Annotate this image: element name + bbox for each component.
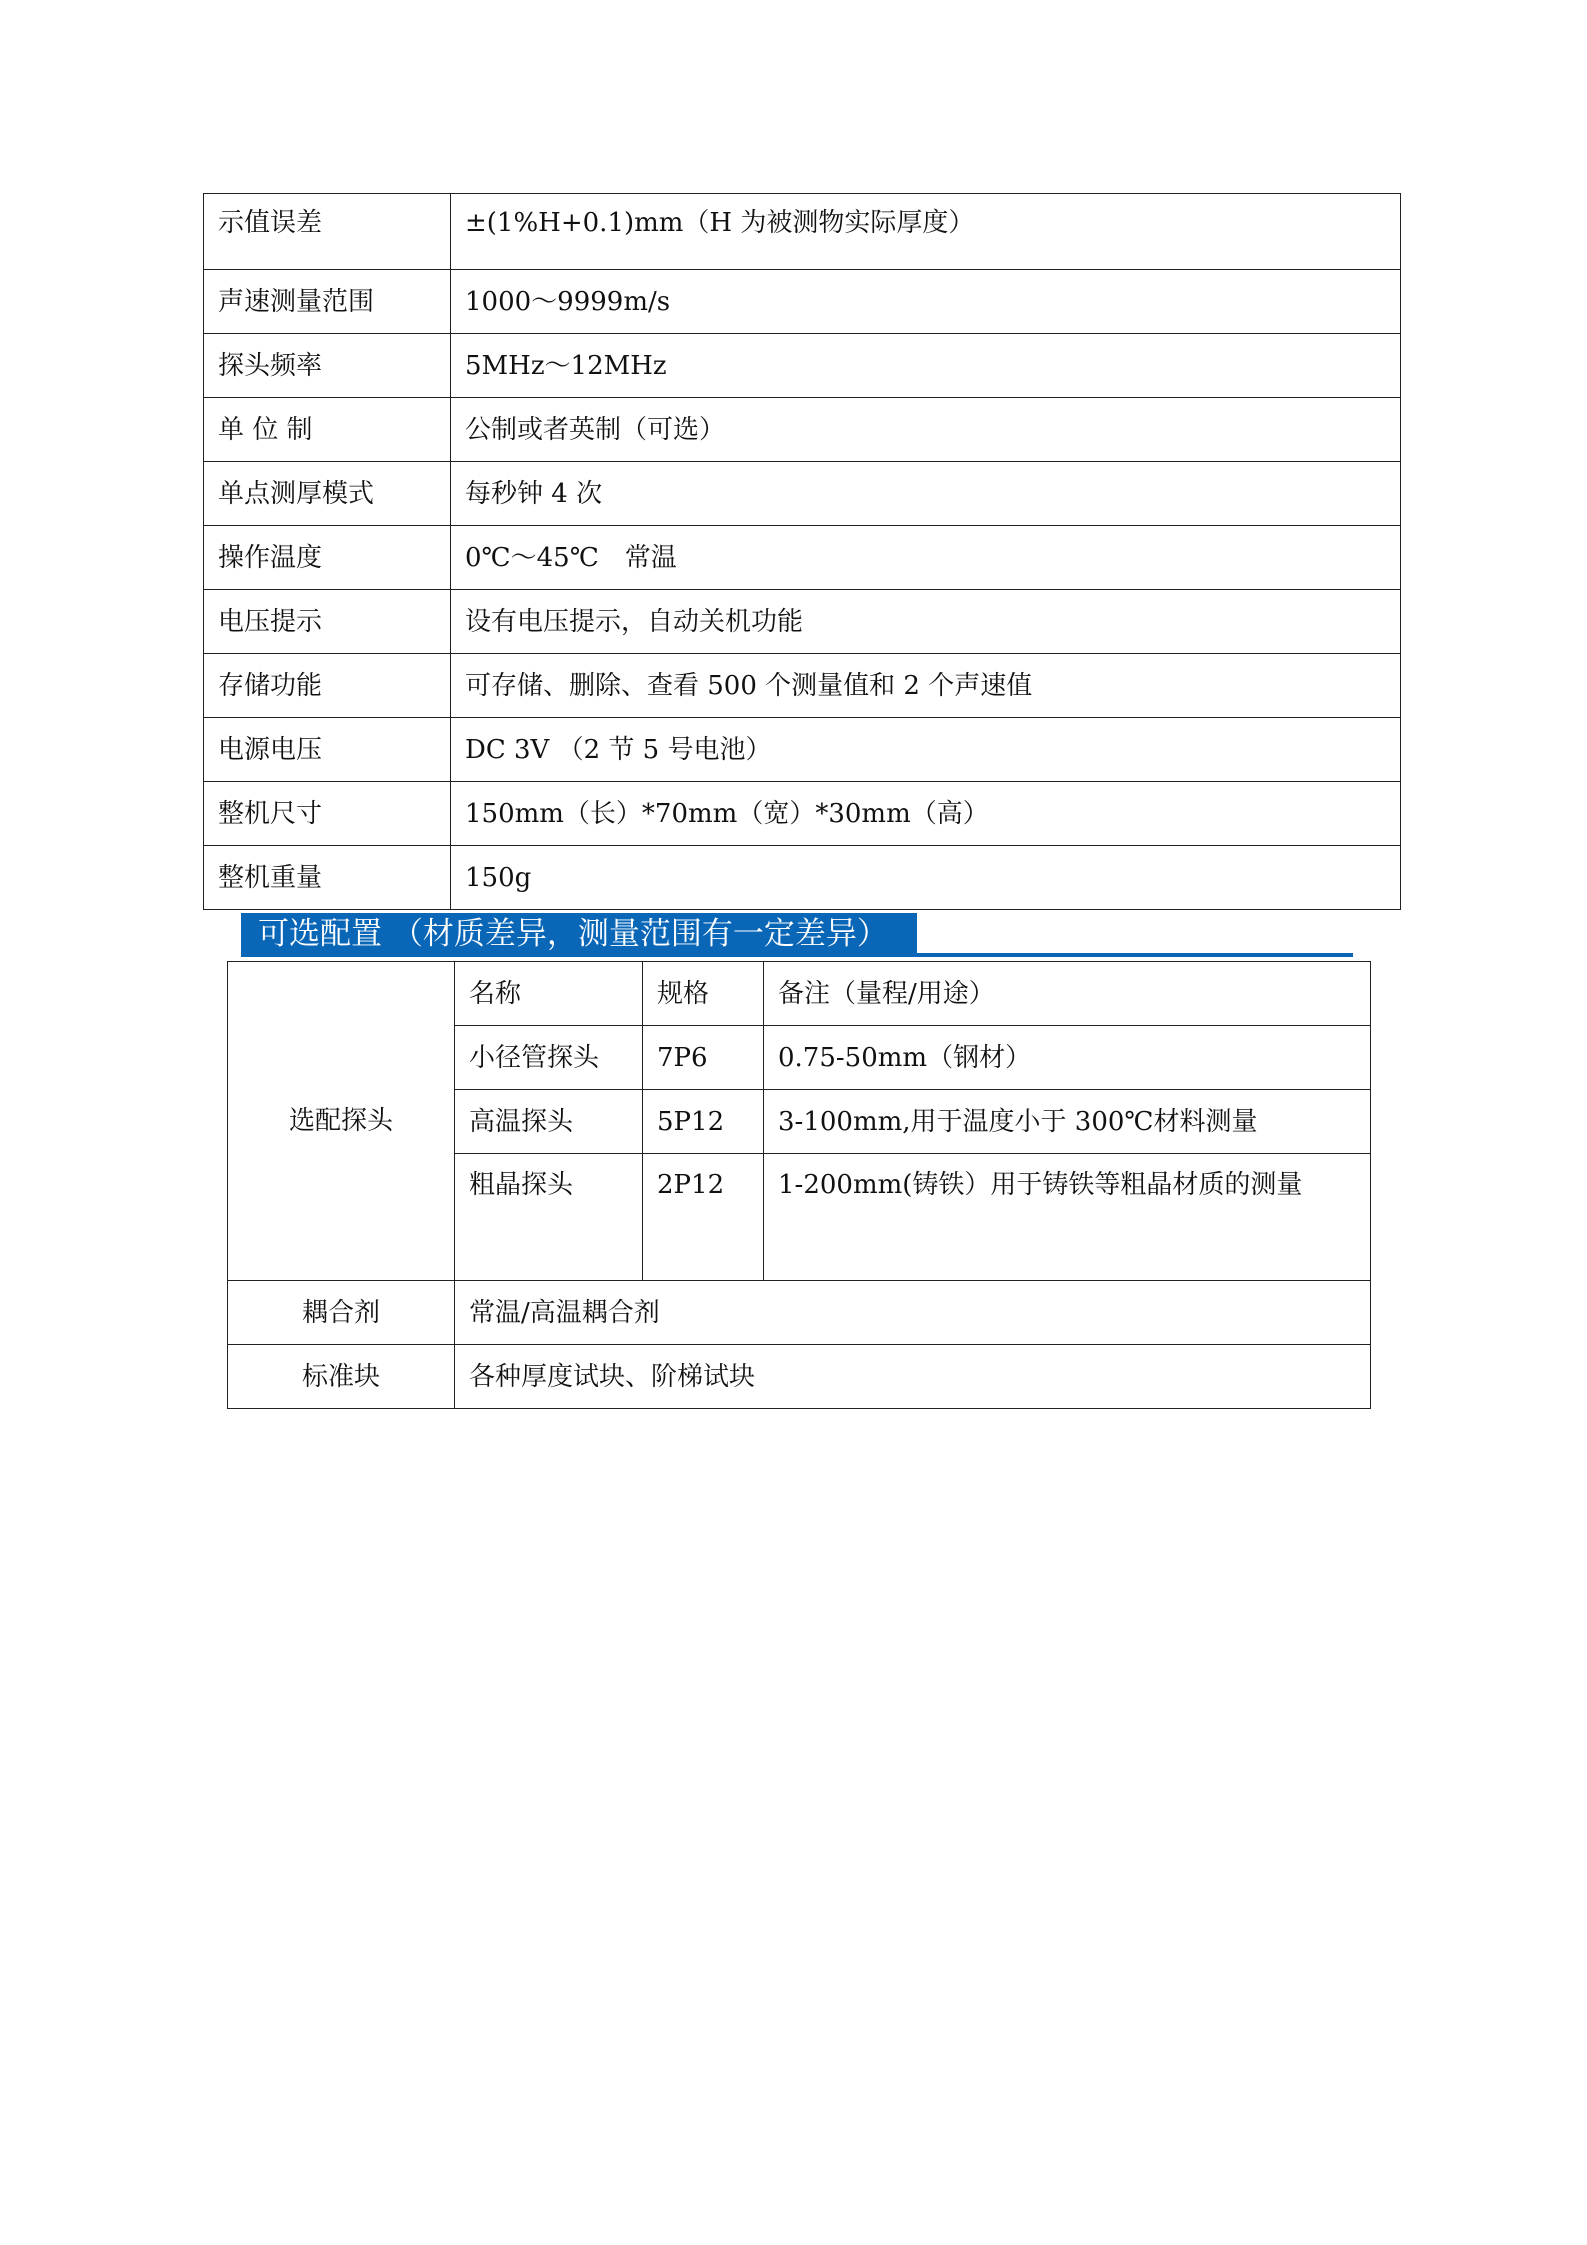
- spec-value: 1000～9999m/s: [451, 270, 1401, 334]
- banner-underline: [241, 953, 1353, 957]
- couplant-label: 耦合剂: [228, 1281, 455, 1345]
- probe-category-cell: 选配探头: [228, 962, 455, 1281]
- spec-row: [204, 526, 1401, 590]
- test-block-value: 各种厚度试块、阶梯试块: [455, 1345, 1371, 1409]
- spec-label: 整机重量: [204, 846, 451, 910]
- spec-value: 150g: [451, 846, 1401, 910]
- section-heading: 可选配置 （材质差异，测量范围有一定差异）: [258, 916, 888, 952]
- spec-row: [204, 194, 1401, 270]
- spec-label: 整机尺寸: [204, 782, 451, 846]
- couplant-row: [228, 1281, 1371, 1345]
- spec-table: [203, 193, 1401, 910]
- probe-spec: 7P6: [643, 1026, 764, 1090]
- optional-config-table: [227, 961, 1371, 1409]
- probe-note: 0.75-50mm（钢材）: [764, 1026, 1371, 1090]
- optional-section-banner: [241, 913, 1353, 956]
- spec-label: 单 位 制: [204, 398, 451, 462]
- spec-value: ±(1%H+0.1)mm（H 为被测物实际厚度）: [451, 194, 1401, 270]
- probe-note: 3-100mm,用于温度小于 300℃材料测量: [764, 1090, 1371, 1154]
- probe-name: 高温探头: [455, 1090, 643, 1154]
- spec-row: [204, 334, 1401, 398]
- probe-spec: 2P12: [643, 1154, 764, 1281]
- spec-value: 公制或者英制（可选）: [451, 398, 1401, 462]
- spec-row: [204, 590, 1401, 654]
- spec-value: 5MHz～12MHz: [451, 334, 1401, 398]
- spec-label: 电源电压: [204, 718, 451, 782]
- spec-row: [204, 654, 1401, 718]
- spec-label: 声速测量范围: [204, 270, 451, 334]
- spec-value: 0℃～45℃ 常温: [451, 526, 1401, 590]
- probe-name: 小径管探头: [455, 1026, 643, 1090]
- header-spec: 规格: [643, 962, 764, 1026]
- spec-value: 150mm（长）*70mm（宽）*30mm（高）: [451, 782, 1401, 846]
- probe-spec: 5P12: [643, 1090, 764, 1154]
- test-block-label: 标准块: [228, 1345, 455, 1409]
- spec-label: 示值误差: [204, 194, 451, 270]
- spec-row: [204, 270, 1401, 334]
- spec-row: [204, 398, 1401, 462]
- probe-note: 1-200mm(铸铁）用于铸铁等粗晶材质的测量: [764, 1154, 1371, 1281]
- couplant-value: 常温/高温耦合剂: [455, 1281, 1371, 1345]
- spec-row: [204, 462, 1401, 526]
- spec-label: 电压提示: [204, 590, 451, 654]
- spec-label: 操作温度: [204, 526, 451, 590]
- header-note: 备注（量程/用途）: [764, 962, 1371, 1026]
- test-block-row: [228, 1345, 1371, 1409]
- header-name: 名称: [455, 962, 643, 1026]
- spec-label: 存储功能: [204, 654, 451, 718]
- spec-row: [204, 782, 1401, 846]
- spec-label: 单点测厚模式: [204, 462, 451, 526]
- spec-row: [204, 718, 1401, 782]
- spec-value: DC 3V （2 节 5 号电池）: [451, 718, 1401, 782]
- probe-name: 粗晶探头: [455, 1154, 643, 1281]
- spec-row: [204, 846, 1401, 910]
- spec-label: 探头频率: [204, 334, 451, 398]
- spec-value: 可存储、删除、查看 500 个测量值和 2 个声速值: [451, 654, 1401, 718]
- table-header-row: [228, 962, 1371, 1026]
- spec-value: 每秒钟 4 次: [451, 462, 1401, 526]
- spec-value: 设有电压提示，自动关机功能: [451, 590, 1401, 654]
